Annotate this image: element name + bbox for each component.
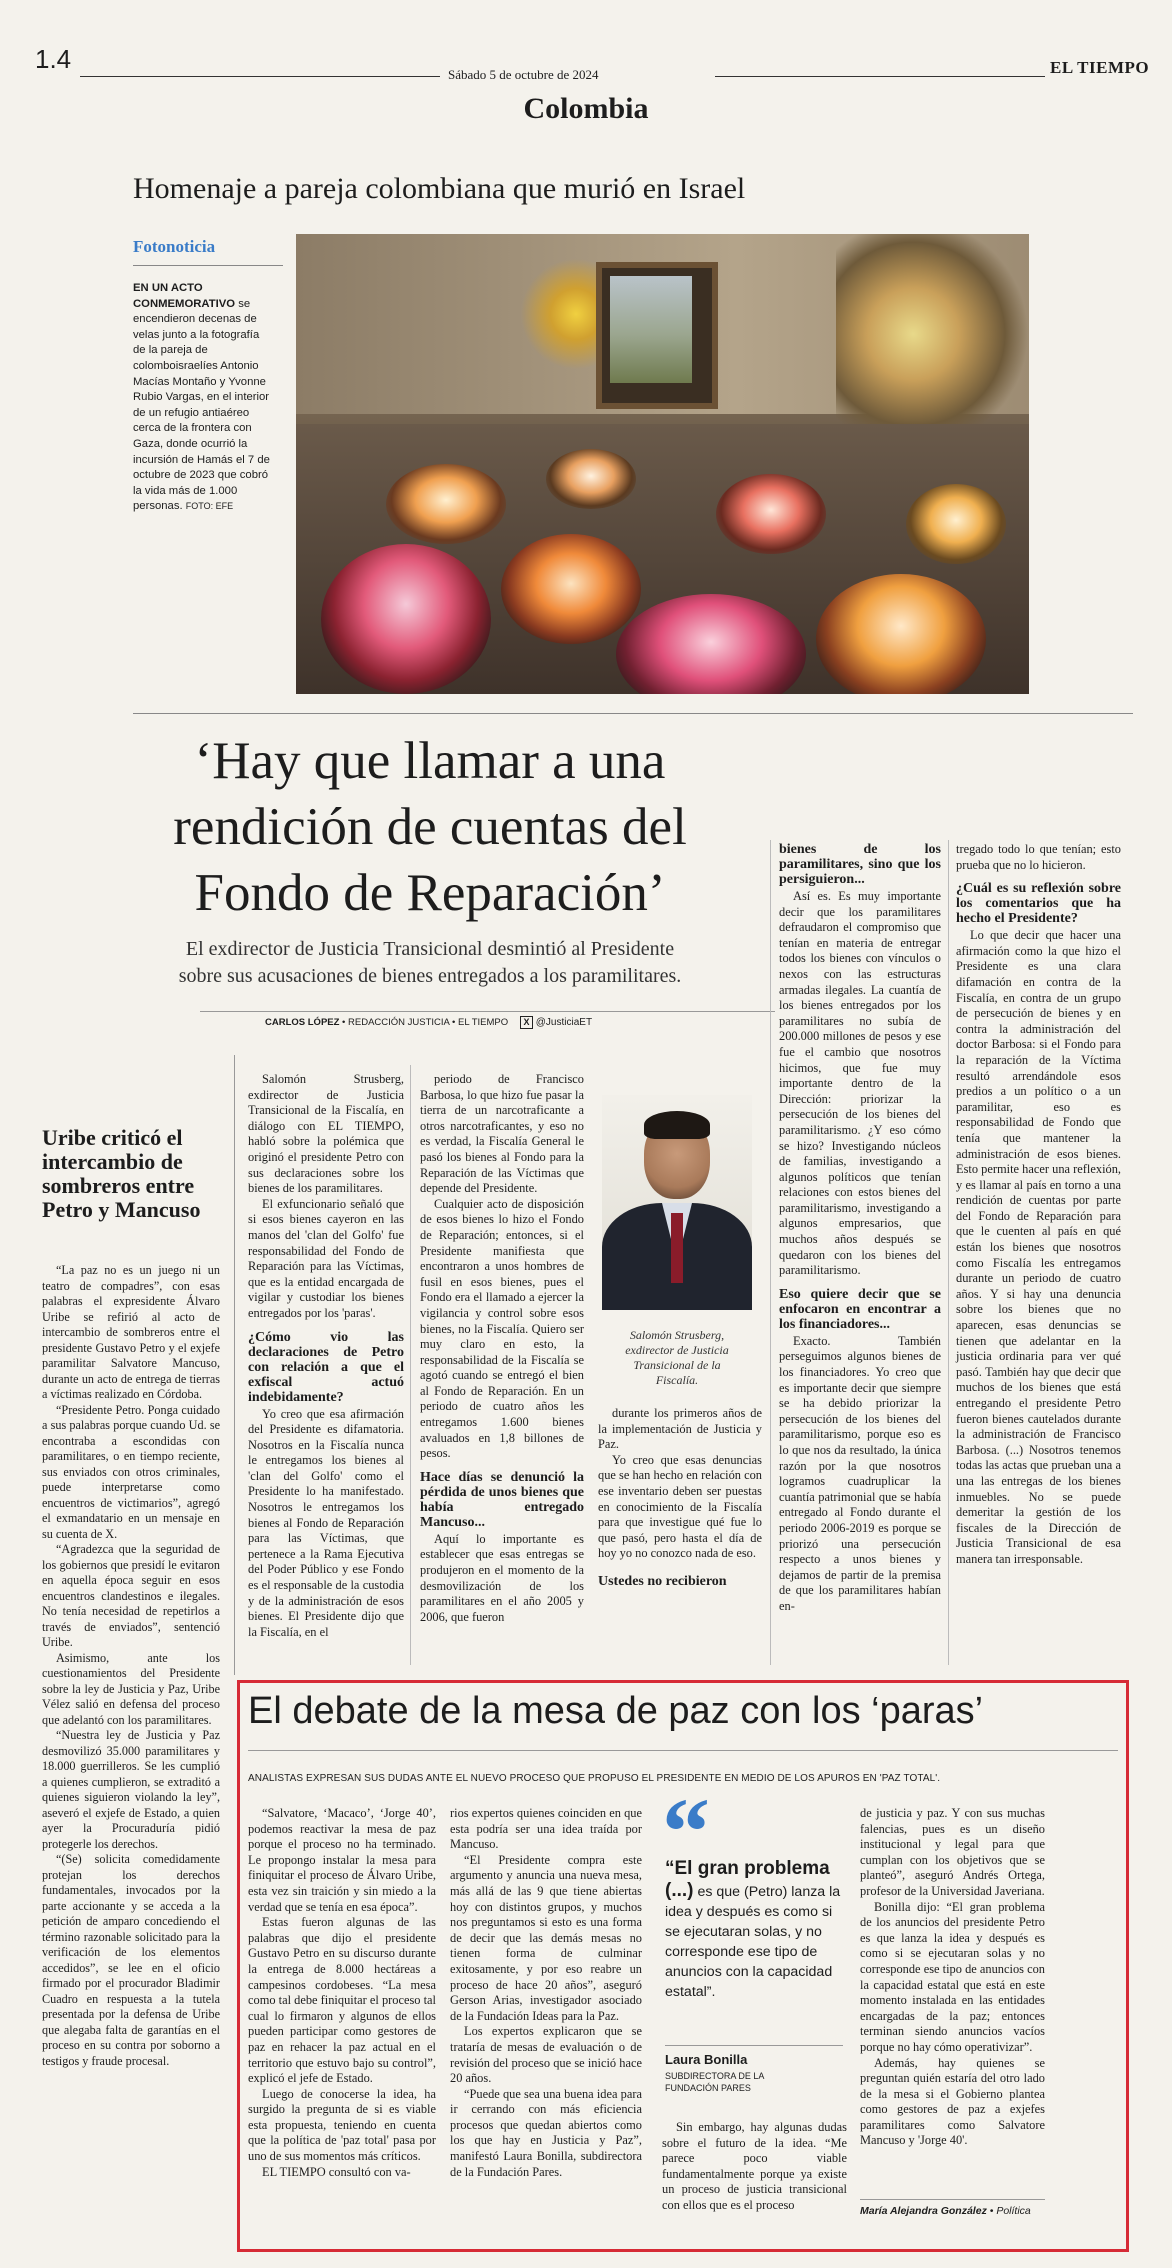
main-col-rule-2 xyxy=(770,840,771,1665)
main-subhead xyxy=(90,936,770,990)
boxed-col2-p1: rios expertos quienes coinciden en que esta podría ser una idea traída por Mancuso. xyxy=(450,1806,642,1852)
boxed-kicker: ANALISTAS EXPRESAN SUS DUDAS ANTE EL NUEVO PROCESO QUE PROPUSO EL PRESIDENTE EN MEDIO DE LOS APUROS EN 'PAZ TOTAL'. xyxy=(248,1773,941,1784)
boxed-col4-p3: Además, hay quienes se preguntan quién estaría del otro lado de la mesa si el Gobierno plantea como gestores de paz a exjefes paramilitares como Salvatore Mancuso y 'Jorge 40'. xyxy=(860,2055,1045,2148)
brand-logo: EL TIEMPO xyxy=(1050,58,1150,77)
boxed-col-3 xyxy=(662,2120,847,2214)
boxed-col3-p1: Sin embargo, hay algunas dudas sobre el futuro de la idea. “Me parece poco viable fundamentalmente porque ya existe un proceso de justicia transicional con ellos que es el proceso xyxy=(662,2120,847,2212)
photo-caption-text: se encendieron decenas de velas junto a la fotografía de la pareja de colomboisraelíes Antonio Macías Montaño y Yvonne Rubio Vargas, en el interior de un refugio antiaéreo cerca de la frontera con Gaza, donde ocurrió la incursión de Hamás el 7 de octubre de 2023 que cobró la vida más de 1.000 personas. xyxy=(133,297,270,513)
pull-quote xyxy=(665,1858,843,2002)
photo-story-divider xyxy=(133,713,1133,714)
main-subhead-line2: sobre sus acusaciones de bienes entregados a los paramilitares. xyxy=(178,965,682,987)
byline-rule xyxy=(200,1011,775,1012)
boxed-col1-p2: Estas fueron algunas de las palabras que dijo el presidente Gustavo Petro en su discurso durante la entrega de 8.000 hectáreas a campesinos cordobeses. “La mesa como tal debe finiquitar el proceso tal cual lo firmaron y algunos de ellos pueden participar como gestores de paz en rehacer la paz actual en el territorio que estuvo bajo su control”, explicó el jefe de Estado. xyxy=(248,1915,436,2086)
header-rule-left xyxy=(80,76,440,77)
boxed-col-1 xyxy=(248,1806,436,2180)
candle-1 xyxy=(321,544,491,694)
side-headline: Uribe criticó el intercambio de sombreros entre Petro y Mancuso xyxy=(42,1125,201,1222)
candle-5 xyxy=(386,464,506,544)
main-col2-question: Hace días se denunció la pérdida de unos bienes que había entregado Mancuso... xyxy=(420,1469,584,1530)
portrait-tie xyxy=(671,1213,683,1283)
side-p3: “Agradezca que la seguridad de los gobiernos que presidí le evitaron en aquella época seguir en esos encuentros clandestinos e ilegales. No tenía necesidad de repetirlos a través de enviados”, sentenció Uribe. xyxy=(42,1542,220,1649)
signature-desk: • Política xyxy=(986,2205,1031,2217)
main-col4-question-a: bienes de los paramilitares, sino que los persiguieron... xyxy=(779,842,941,887)
main-col-rule-3 xyxy=(948,840,949,1665)
main-headline-line2: rendición de cuentas del xyxy=(173,798,687,856)
side-story-body xyxy=(42,1263,220,2069)
byline-handle: @JusticiaET xyxy=(535,1017,593,1028)
main-col1-p1: Salomón Strusberg, exdirector de Justicia Transicional de la Fiscalía, en diálogo con EL TIEMPO, habló sobre la polémica que originó el presidente Petro con sus declaraciones sobre los bienes de los paramilitares. xyxy=(248,1072,404,1196)
main-col5-p1: tregado todo lo que tenían; esto prueba que no lo hicieron. xyxy=(956,842,1121,872)
main-col-4 xyxy=(779,842,941,1615)
x-icon: X xyxy=(520,1016,533,1029)
side-p4: Asimismo, ante los cuestionamientos del Presidente sobre la ley de Justicia y Paz, Uribe Vélez salió en defensa del proceso que adelantó con los paramilitares. xyxy=(42,1650,220,1727)
pull-quote-rest: es que (Petro) lanza la idea y después es como si se ejecutaran solas, y no corresponde ese tipo de anuncios con la capacidad estatal”. xyxy=(665,1884,841,2000)
portrait-caption: Salomón Strusberg, exdirector de Justicia Transicional de la Fiscalía. xyxy=(625,1328,729,1387)
photo-caption xyxy=(133,281,273,515)
boxed-col1-p4: EL TIEMPO consultó con va- xyxy=(262,2164,411,2179)
main-col4-p1: Así es. Es muy importante decir que los paramilitares defraudaron el compromiso que tenían en materia de entregar todos los bienes con vínculos o nexos con las estructuras armadas ilegales. La cuantía de los bienes entregados por los paramilitares no subía de 200.000 millones de pesos y ese fue el cambio que nosotros hicimos, que fue muy importante dentro de la Dirección: priorizar la persecución de los bienes del paramilitarismo. ¿Y eso cómo se hizo? Investigando núcleos de familias, investigando a algunos políticos que tenían relaciones con estos bienes del paramilitarismo, investigando a algunos empresarios, que muchos años después se quedaron con los bienes del paramilitarismo. xyxy=(779,889,941,1278)
fotonoticia-rule xyxy=(133,265,283,266)
photo-story-headline: Homenaje a pareja colombiana que murió en Israel xyxy=(133,172,746,205)
framed-photo xyxy=(596,262,718,409)
photo-credit: FOTO: EFE xyxy=(185,501,234,512)
main-col1-question: ¿Cómo vio las declaraciones de Petro con relación a que el exfiscal actuó indebidamente? xyxy=(248,1329,404,1405)
candle-4 xyxy=(816,574,986,694)
boxed-col2-p4: “Puede que sea una buena idea para ir cerrando con más eficiencia procesos que quedan abiertos como los que hay en Justicia y Paz”, manifestó Laura Bonilla, subdirectora de la Fundación Pares. xyxy=(450,2086,642,2179)
main-col-3 xyxy=(598,1406,762,1591)
pull-quote-title: SUBDIRECTORA DE LA FUNDACIÓN PARES xyxy=(665,2071,764,2093)
flowers-right xyxy=(836,234,1029,434)
candle-6 xyxy=(716,474,826,554)
main-col-5 xyxy=(956,842,1121,1568)
photo-caption-lead: EN UN ACTO CONMEMORATIVO xyxy=(133,282,236,310)
header-rule-right xyxy=(715,76,1045,77)
candle-8 xyxy=(546,449,636,509)
main-col5-p2: Lo que decir que hacer una afirmación como la que hizo el Presidente es una clara difamación en contra de la Fiscalía, en contra de un grupo de persecución de bienes y en contra la administración del doctor Barbosa: si el Fondo para la reparación de la Víctima resultó arrendándole esos predios a un político o a un paramilitar, eso es responsabilidad de Fondo que tenía que mantener la administración de esos bienes. Esto permite hacer una reflexión, y es llamar al país en torno a una rendición de cuentas por parte del Fondo de Reparación para que le cuenten al país en qué están los bienes que nosotros como Fiscalía les entregamos durante un periodo de cuatro años. Y si hay una denuncia sobre los bienes que no aparecen, esas denuncias se tienen que adelantar en la justicia ordinaria para ver qué pasó. También hay que decir que muchos de los bienes que está entregando el presidente Petro fueron bienes cautelados durante la administración de Francisco Barbosa. (...) Nosotros tenemos todas las actas que prueban una a una las entregas de los bienes inmuebles. No se puede demeritar la gestión de los fiscales de la Dirección de Justicia Transicional de esa manera tan irresponsable. xyxy=(956,928,1121,1566)
boxed-col1-p1: “Salvatore, ‘Macaco’, ‘Jorge 40’, podemos reactivar la mesa de paz porque el proceso no ha terminado. Le propongo instalar la mesa para finiquitar el proceso de Álvaro Uribe, esta vez sin traición y sin miedo a la verdad que se tenía en esa época”. xyxy=(248,1806,436,1914)
signature-rule xyxy=(860,2199,1045,2200)
boxed-col-4 xyxy=(860,1806,1045,2149)
byline-name: CARLOS LÓPEZ xyxy=(265,1017,340,1028)
byline-desk: • REDACCIÓN JUSTICIA • EL TIEMPO xyxy=(339,1017,509,1028)
boxed-col2-p3: Los expertos explicaron que se trataría de mesas de evaluación o de revisión del proceso que se inició hace 20 años. xyxy=(450,2024,642,2086)
pull-quote-rule xyxy=(665,2045,843,2046)
main-col3-p1: durante los primeros años de la implementación de Justicia y Paz. xyxy=(598,1406,762,1452)
main-headline xyxy=(90,728,770,926)
strusberg-portrait xyxy=(602,1095,752,1310)
pull-quote-mark: “ xyxy=(662,1778,710,1885)
main-col1-p3: Yo creo que esa afirmación del Presidente es difamatoria. Nosotros en la Fiscalía nunca le entregamos los bienes al 'clan del Golfo' como el Presidente lo ha manifestado. Nosotros le entregamos los bienes al Fondo de Reparación para las Víctimas, que pertenece a la Rama Ejecutiva del Poder Público y ese Fondo es el responsable de la custodia y de la administración de esos bienes. El Presidente dijo que la Fiscalía, en el xyxy=(248,1406,404,1639)
main-headline-line1: ‘Hay que llamar a una xyxy=(194,732,666,790)
boxed-col4-p1: de justicia y paz. Y con sus muchas falencias, pues es un diseño institucional y legal para que cumplan con los objetivos que se planteó”, aseguró Andrés Ortega, profesor de la Universidad Javeriana. xyxy=(860,1806,1045,1898)
main-col-rule-1 xyxy=(410,1065,411,1665)
boxed-col1-p3: Luego de conocerse la idea, ha surgido la pregunta de si es viable esta propuesta, teniendo en cuenta que la política de 'paz total' pasa por uno de sus momentos más críticos. xyxy=(248,2086,436,2164)
main-headline-line3: Fondo de Reparación’ xyxy=(194,864,666,922)
main-col3-p2: Yo creo que esas denuncias que se han hecho en relación con ese inventario deben ser puestas en conocimiento de la Fiscalía para que investigue qué fue lo que pasó, pero hasta el día de hoy yo no conozco nada de eso. xyxy=(598,1452,762,1561)
section-title: Colombia xyxy=(523,92,649,125)
boxed-col-2 xyxy=(450,1806,642,2180)
main-col5-question: ¿Cuál es su reflexión sobre los comentarios que ha hecho el Presidente? xyxy=(956,881,1121,927)
main-subhead-line1: El exdirector de Justicia Transicional desmintió al Presidente xyxy=(185,938,675,960)
fotonoticia-label: Fotonoticia xyxy=(133,237,216,256)
candle-7 xyxy=(906,484,1006,564)
boxed-headline: El debate de la mesa de paz con los ‘paras’ xyxy=(248,1690,984,1732)
main-col2-p3: Aquí lo importante es establecer que esas entregas se produjeron en el momento de la desmovilización de los paramilitares en el año 2005 y 2006, que fueron xyxy=(420,1531,584,1624)
signature xyxy=(860,2205,1031,2217)
signature-name: María Alejandra González xyxy=(860,2205,987,2217)
boxed-headline-rule xyxy=(248,1750,1118,1751)
side-column-rule xyxy=(234,1055,235,1675)
candle-2 xyxy=(501,534,641,644)
portrait-hair xyxy=(644,1111,710,1139)
byline xyxy=(265,1017,508,1028)
main-col3-question: Ustedes no recibieron xyxy=(598,1573,727,1589)
issue-date: Sábado 5 de octubre de 2024 xyxy=(448,67,599,82)
pull-quote-bold: “El gran problema (...) xyxy=(665,1858,830,1901)
side-p6: “(Se) solicita comedidamente protejan los derechos fundamentales, invocados por la parte accionante y se acceda a la petición de amparo concediendo el término razonable solicitado para la verificación de los elementos accedidos”, se lee en el oficio firmado por el procurador Bladimir Cuadro en respuesta a la tutela presentada por la defensa de Uribe que alegaba falta de garantías en el proceso en su contra por soborno a testigos y fraude procesal. xyxy=(42,1852,220,2068)
side-p1: “La paz no es un juego ni un teatro de compadres”, con esas palabras el expresidente Álvaro Uribe se refirió al acto de intercambio de sombreros entre el presidente Gustavo Petro y el exjefe paramilitar Salvatore Mancuso, durante un acto de entrega de tierras a víctimas realizado en Córdoba. xyxy=(42,1263,220,1401)
main-col-2 xyxy=(420,1072,584,1625)
main-col2-p2: Cualquier acto de disposición de esos bienes lo hizo el Fondo de Reparación; entonces, si el Presidente manifiesta que encontraron a unos hombres de fusil en esos bienes, pues el Fondo era el llamado a ejercer la vigilancia y control sobre esos bienes, no la Fiscalía. Quiero ser muy claro en esto, la responsabilidad de la Fiscalía se agotó cuando se entregó el bien al Fondo de Reparación. En un periodo de cuatro años les entregamos 1.600 bienes avaluados en 1,8 billones de pesos. xyxy=(420,1196,584,1461)
main-col4-question-b: Eso quiere decir que se enfocaron en encontrar a los financiadores... xyxy=(779,1286,941,1332)
boxed-col2-p2: “El Presidente compra este argumento y anuncia una nueva mesa, más allá de las 9 que tiene abiertas hoy con distintos grupos, y muchos nos preguntamos si esto es una forma de decir que las demás mesas no tienen forma de culminar exitosamente, y por eso reabre un proceso de hace 20 años”, aseguró Gerson Arias, investigador asociado de la Fundación Ideas para la Paz. xyxy=(450,1852,642,2023)
pull-quote-name: Laura Bonilla xyxy=(665,2052,748,2067)
page-number: 1.4 xyxy=(35,44,72,74)
main-col4-p2: Exacto. También perseguimos algunos bienes de los financiadores. Yo creo que es importante decir que siempre se ha debido priorizar la persecución de los bienes del paramilitarismo, porque eso es lo que nos da resultado, la única razón por la que nosotros logramos cuadruplicar la cuantía patrimonial que se había entregado al Fondo durante el periodo 2006-2019 es porque se priorizó una persecución respecto a unos bienes y dejamos de partir de la premisa de que los paramilitares habían en- xyxy=(779,1333,941,1613)
main-col-1 xyxy=(248,1072,404,1640)
main-col1-p2: El exfuncionario señaló que si esos bienes cayeron en las manos del 'clan del Golfo' fue responsabilidad del Fondo de Reparación para las Víctimas, que es la entidad encargada de vigilar y custodiar los bienes entregados por los 'paras'. xyxy=(248,1196,404,1320)
side-p5: “Nuestra ley de Justicia y Paz desmovilizó 35.000 paramilitares y 18.000 guerrilleros. Se les cumplió a quienes cumplieron, se extraditó a quienes siguieron violando la ley”, aseveró el exjefe de Estado, a quien ayer la Procuraduría pidió protegerle los derechos. xyxy=(42,1728,220,1851)
candles-photo xyxy=(296,234,1029,694)
side-p2: “Presidente Petro. Ponga cuidado a sus palabras porque cuando Ud. se encontraba a escondidas con paramilitares, o en tiempo reciente, sus enviados con otros criminales, puede interpretarse como encuentros de victimarios”, agregó el exmandatario en un mensaje en su cuenta de X. xyxy=(42,1402,220,1541)
byline-x-handle[interactable] xyxy=(520,1016,592,1029)
main-col2-p1: periodo de Francisco Barbosa, lo que hizo fue pasar la tierra de un narcotraficante a otros narcotraficantes, y eso no es verdad, la Fiscalía General le pasó los bienes al Fondo para la Reparación de las Víctimas que depende del Presidente. xyxy=(420,1072,584,1196)
boxed-col4-p2: Bonilla dijo: “El gran problema de los anuncios del presidente Petro es que lanza la idea y después es como si se ejecutaran solas y no corresponde ese tipo de anuncios con la capacidad estatal que está en este momento instalada en las entidades encargadas de la paz; entonces terminan siendo anuncios vacíos porque no hay cómo operativizar”. xyxy=(860,1899,1045,2054)
